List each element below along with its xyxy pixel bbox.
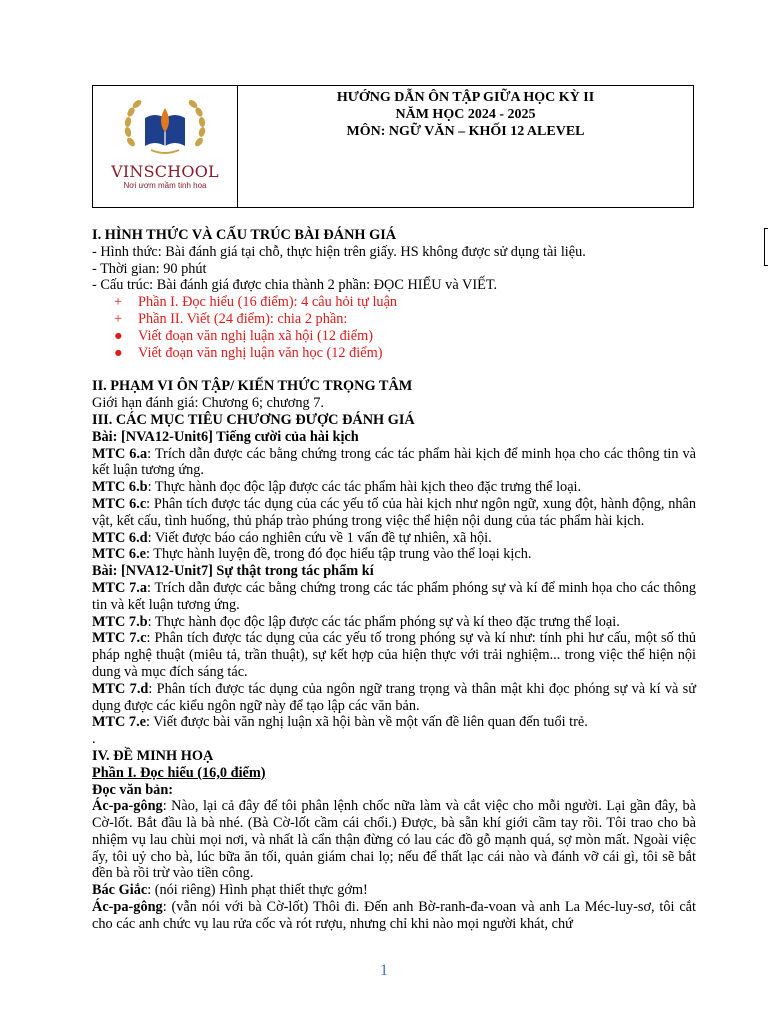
- bullet-marker: +: [114, 294, 123, 311]
- header-table: [92, 85, 694, 208]
- paragraph: - Cấu trúc: Bài đánh giá được chia thành 2 phần: ĐỌC HIỂU và VIẾT.: [92, 277, 498, 294]
- logo-tagline: Nơi ươm mầm tinh hoa: [123, 181, 207, 190]
- objective-code: MTC 6.c: [92, 495, 147, 512]
- objective-item: [92, 446, 696, 480]
- objective-code: MTC 7.c: [92, 630, 147, 647]
- list-item-text: Phần II. Viết (24 điểm): chia 2 phần:: [138, 310, 348, 327]
- objective-text: : Thực hành đọc độc lập được các tác phẩm hài kịch theo đặc trưng thể loại.: [147, 479, 582, 496]
- objective-code: MTC 6.a: [92, 445, 148, 462]
- vinschool-logo-icon: [121, 98, 209, 160]
- list-item-text: Phần I. Đọc hiểu (16 điểm): 4 câu hỏi tự luận: [138, 294, 398, 311]
- document-title: [238, 86, 693, 207]
- page-number: 1: [380, 962, 388, 979]
- objective-code: MTC 6.e: [92, 546, 146, 563]
- paragraph: - Thời gian: 90 phút: [92, 260, 207, 277]
- objective-item: [92, 496, 696, 530]
- objective-code: MTC 7.b: [92, 613, 148, 630]
- objective-code: MTC 7.e: [92, 714, 146, 731]
- document-body: [92, 227, 696, 933]
- title-line: HƯỚNG DẪN ÔN TẬP GIỮA HỌC KỲ II: [336, 90, 595, 105]
- section-heading: III. CÁC MỤC TIÊU CHƯƠNG ĐƯỢC ĐÁNH GIÁ: [92, 411, 415, 428]
- objective-text: : Trích dẫn được các bằng chứng trong các tác phẩm hài kịch để minh họa cho các thông tin và kết luận tương ứng.: [92, 445, 696, 479]
- objective-text: : Trích dẫn được các bằng chứng trong các tác phẩm phóng sự và kí để minh họa cho các thông tin và kết luận tương ứng.: [92, 579, 696, 613]
- objective-code: MTC 6.d: [92, 529, 148, 546]
- logo-name: VINSCHOOL: [111, 162, 219, 181]
- list-item: [92, 294, 696, 311]
- dialogue-text: : Nào, lại cả đây để tôi phân lệnh chốc nữa làm và cắt việc cho mỗi người. Lại gần đây, bà Cờ-lốt. Bắt đầu là bà nhé. (Bà Cờ-lốt cầm cái chổi.) Được, bà sẵn khí giới cầm tay rồi. Tôi trao cho bà nhiệm vụ lau chùi mọi nơi, và nhất là cẩn thận đừng có lau các đồ gỗ mạnh quá, sợ mòn mất. Ngoài việc ấy, tôi uỷ cho bà, lúc bữa ăn tối, quản giám chai lọ; nếu để thất lạc cái nào và đánh vỡ cái gì, tôi sẽ bắt đền bà rồi trừ vào tiền công.: [92, 798, 696, 882]
- objective-item: [92, 546, 696, 563]
- paragraph: Giới hạn đánh giá: Chương 6; chương 7.: [92, 395, 324, 412]
- logo-cell: [93, 86, 238, 207]
- objective-text: : Viết được bài văn nghị luận xã hội bàn về một vấn đề liên quan đến tuổi trẻ.: [146, 714, 588, 731]
- part-heading: Phần I. Đọc hiểu (16,0 điểm): [92, 764, 266, 781]
- list-item: [92, 328, 696, 345]
- dialogue-line: [92, 798, 696, 882]
- objective-item: [92, 681, 696, 715]
- objective-item: [92, 530, 696, 547]
- list-item-text: Viết đoạn văn nghị luận xã hội (12 điểm): [138, 327, 373, 344]
- objective-text: : Phân tích được tác dụng của các yếu tố của hài kịch như ngôn ngữ, xung đột, hành động, nhân vật, kết cấu, tình huống, thủ pháp trào phúng trong việc thể hiện nội dung của tác phẩm hài kịch.: [92, 495, 697, 529]
- list-item: [92, 311, 696, 328]
- objective-item: [92, 630, 696, 680]
- objective-text: : Thực hành luyện đề, trong đó đọc hiểu tập trung vào thể loại kịch.: [146, 546, 532, 563]
- objective-text: : Phân tích được tác dụng của các yếu tố trong phóng sự và kí như: tính phi hư cấu, một số thủ pháp nghệ thuật (miêu tả, trần thuật), sự kết hợp của hiện thực với trải nghiệm... trong việc thể hiện nội dung và mục đích sáng tác.: [92, 630, 696, 680]
- speaker-name: Bác Giắc: [92, 882, 148, 899]
- objective-code: MTC 7.d: [92, 680, 149, 697]
- unit-heading: Bài: [NVA12-Unit6] Tiếng cười của hài kịch: [92, 428, 359, 445]
- objective-code: MTC 6.b: [92, 479, 148, 496]
- speaker-name: Ác-pa-gông: [92, 899, 163, 916]
- title-line: MÔN: NGỮ VĂN – KHỐI 12 ALEVEL: [346, 124, 585, 139]
- dialogue-text: : (nói riêng) Hình phạt thiết thực gớm!: [147, 882, 368, 899]
- objective-code: MTC 7.a: [92, 579, 148, 596]
- title-line: NĂM HỌC 2024 - 2025: [395, 107, 536, 122]
- paragraph: - Hình thức: Bài đánh giá tại chỗ, thực hiện trên giấy. HS không được sử dụng tài liệu.: [92, 243, 586, 260]
- section-heading: IV. ĐỀ MINH HOẠ: [92, 747, 214, 764]
- objective-text: : Thực hành đọc độc lập được các tác phẩm phóng sự và kí theo đặc trưng thể loại.: [147, 613, 620, 630]
- objective-text: : Phân tích được tác dụng của ngôn ngữ trang trọng và thân mật khi đọc phóng sự và kí và sử dụng được các kiểu ngôn ngữ này để tạo lập các văn bản.: [92, 680, 696, 714]
- objective-item: [92, 714, 696, 731]
- section-heading: II. PHẠM VI ÔN TẬP/ KIẾN THỨC TRỌNG TÂM: [92, 378, 413, 395]
- dot-line: .: [92, 731, 96, 748]
- dialogue-text: : (vẫn nói với bà Cờ-lốt) Thôi đi. Đến anh Bờ-ranh-đa-voan và anh La Méc-luy-sơ, tôi cắt cho các anh chức vụ lau rửa cốc và rót rượu, nhưng chỉ khi nào mọi người khát, chứ: [92, 899, 696, 932]
- objective-text: : Viết được báo cáo nghiên cứu về 1 vấn đề tự nhiên, xã hội.: [147, 529, 492, 546]
- objective-item: [92, 580, 696, 614]
- unit-heading: Bài: [NVA12-Unit7] Sự thật trong tác phẩm kí: [92, 563, 374, 580]
- bullet-marker: ●: [114, 327, 123, 344]
- dialogue-line: [92, 899, 696, 933]
- list-item-text: Viết đoạn văn nghị luận văn học (12 điểm): [138, 344, 383, 361]
- section-heading: I. HÌNH THỨC VÀ CẤU TRÚC BÀI ĐÁNH GIÁ: [92, 227, 397, 243]
- bullet-marker: +: [114, 310, 123, 327]
- speaker-name: Ác-pa-gông: [92, 798, 163, 815]
- margin-mark: [764, 228, 768, 266]
- list-item: [92, 345, 696, 362]
- objective-item: [92, 479, 696, 496]
- dialogue-line: [92, 882, 696, 899]
- bullet-marker: ●: [114, 344, 123, 361]
- objective-item: [92, 614, 696, 631]
- read-label: Đọc văn bản:: [92, 781, 174, 798]
